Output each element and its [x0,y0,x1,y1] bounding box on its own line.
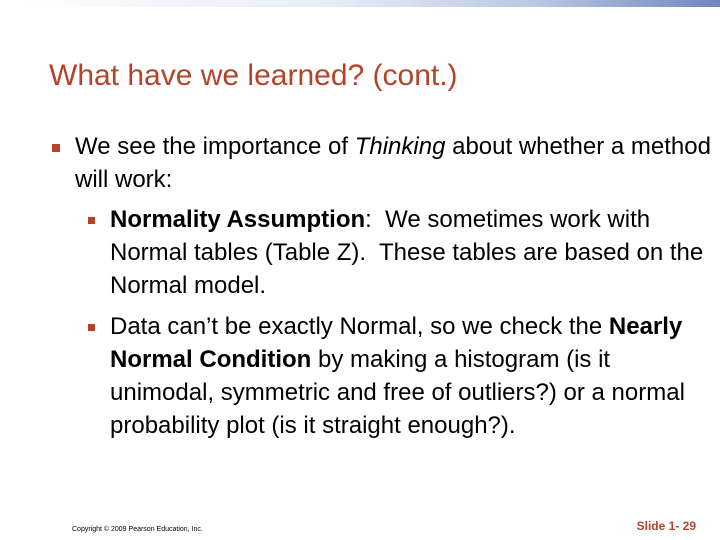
sub-bullet-bold-term: Nearly Normal Condition [110,313,689,373]
square-bullet-icon [88,324,95,331]
sub-bullet-text [110,203,710,302]
bullet-text [75,130,718,196]
slide-number: Slide 1- 29 [636,519,696,533]
sub-bullet-text [110,310,710,442]
bullet-text-emphasis: Thinking [354,133,446,160]
bullet-text-part: We see the importance of [75,133,355,160]
slide-title: What have we learned? (cont.) [49,59,458,92]
copyright-notice: Copyright © 2009 Pearson Education, Inc. [72,526,203,533]
sub-bullet-text-part: : We sometimes work with Normal tables (Table Z). These tables are based on the Normal model. [110,206,710,299]
sub-bullet-bold-term: Normality Assumption [110,206,366,233]
square-bullet-icon [52,144,60,152]
bullet-text-part: about whether a method will work: [75,133,718,193]
square-bullet-icon [88,217,95,224]
sub-bullet-text-part: Data can’t be exactly Normal, so we check the [110,313,609,340]
top-gradient-bar [0,0,720,7]
sub-bullet-text-part: by making a histogram (is it unimodal, symmetric and free of outliers?) or a normal probability plot (is it straight enough?). [110,346,692,439]
